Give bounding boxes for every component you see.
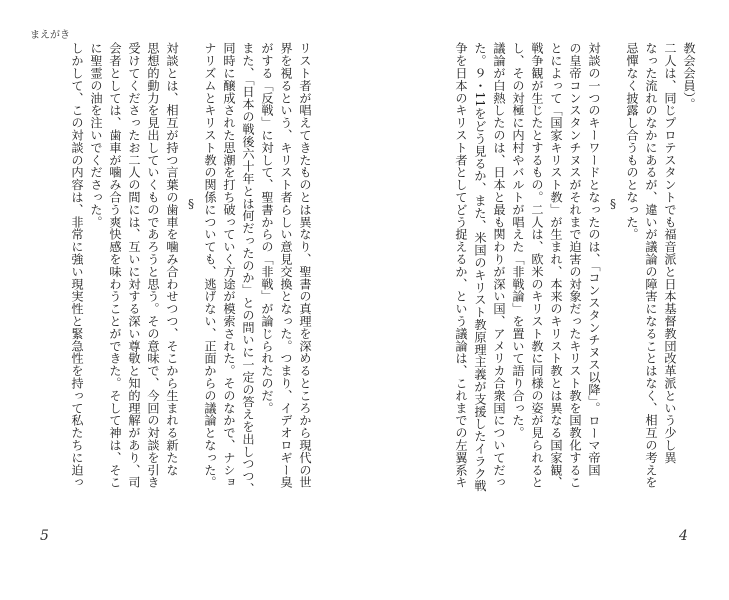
text-line: しかして、この対談の内容は、非常に強い現実性と緊急性を持って私たちに迫っ	[70, 42, 84, 489]
text-line: 戦争観が生じたとするもの。二人は、欧米のキリスト教に同様の姿が見られると	[530, 42, 544, 489]
text-line: がする「反戦」に対して、聖書からの「非戦」が論じられたのだ。	[260, 42, 274, 414]
text-line: 界を視るという、キリスト者らしい意見交換となった。つまり、イデオロギー臭	[279, 42, 293, 489]
text-line: 争を日本のキリスト者としてどう捉えるか、という議論は、これまでの左翼系キ	[454, 42, 468, 489]
text-line: また、「日本の戦後六十年とは何だったのか」との問いに一定の答えを出しつつ、	[241, 42, 255, 495]
text-line: に聖霊の油を注いでくださった。	[89, 42, 103, 228]
text-line: 対談とは、相互が持つ言葉の歯車を噛み合わせつつ、そこから生まれる新たな	[165, 42, 179, 476]
text-line: ナリズムとキリスト教の関係についても、逃げない、正面からの議論となった。	[203, 42, 217, 489]
running-head: まえがき	[30, 30, 70, 41]
text-line: なった流れのなかにあるが、違いが議論の障害になることはなく、相互の考えを	[644, 42, 658, 489]
section-break: §	[184, 197, 198, 212]
text-line: 受けてくださったお二人の間には、互いに対する深い尊敬と知的理解があり、司	[127, 42, 141, 489]
text-line: 議論が白熱したのは、日本と最も関わりが深い国、アメリカ合衆国についてだっ	[492, 42, 506, 489]
text-line: 同時に醸成された思潮を打ち破っていく方途が模索された。そのなかで、ナショ	[222, 42, 236, 489]
text-line: の皇帝コンスタンチヌスがそれまで迫害の対象だったキリスト教を国教化するこ	[568, 42, 582, 489]
text-line: 二人は、同じプロテスタントでも福音派と日本基督教団改革派という少し異	[663, 42, 677, 464]
text-line: し、その対極に内村やバルトが唱えた「非戦論」を置いて語り合った。	[511, 42, 525, 439]
text-line: とによって「国家キリスト教」が生まれ、本来のキリスト教とは異なる国家観、	[549, 42, 563, 489]
text-line: 会者としては、歯車が噛み合う爽快感を味わうことができた。そして神は、そこ	[108, 42, 122, 489]
text-line: た。９・11をどう見るか、また、米国のキリスト教原理主義が支援したイラク戦	[473, 42, 487, 492]
text-line: 教会会員）。	[682, 42, 696, 111]
left-page-text	[34, 42, 314, 512]
text-line: 忌憚なく披露し合うものとなった。	[625, 42, 639, 241]
section-break: §	[606, 197, 620, 212]
text-line: 対談の一つのキーワードとなったのは、「コンスタンチヌス以降」。ローマ帝国	[587, 42, 601, 477]
page-number-right: 4	[679, 528, 688, 544]
page-number-left: 5	[40, 528, 49, 544]
right-page-text	[420, 42, 698, 512]
text-line: リスト者が唱えてきたものとは異なり、聖書の真理を深めるところから現代の世	[298, 42, 312, 489]
text-line: 思想的動力を見出していくものであろうと思う。その意味で、今回の対談を引き	[146, 42, 160, 489]
